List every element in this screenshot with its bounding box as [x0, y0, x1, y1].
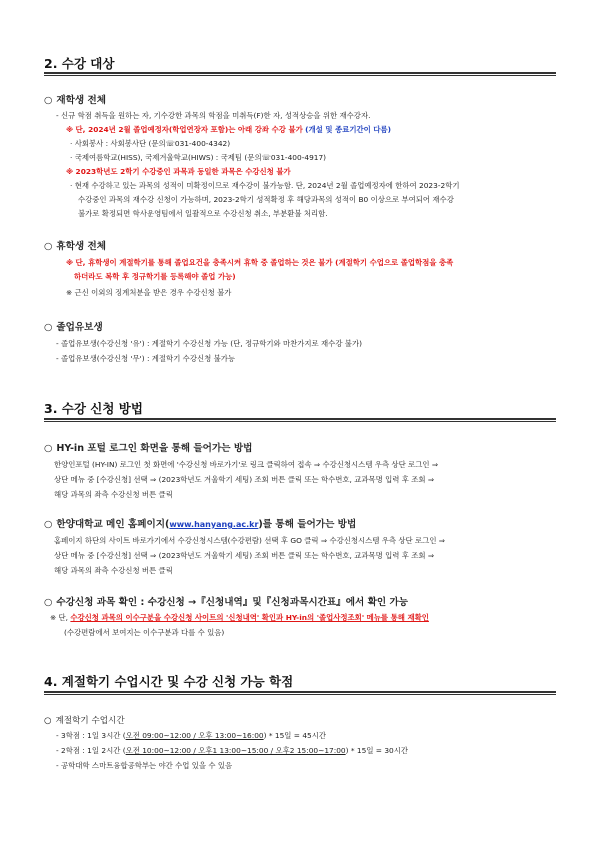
s3-confirm-notice: [50, 611, 429, 625]
s3-homepage-step-1: 홈페이지 하단의 사이트 바로가기에서 수강신청시스템(수강편람) 선택 후 GO 클릭 ⇒ 수강신청시스템 우측 상단 로그인 ⇒: [54, 536, 446, 545]
s2-leave-notice-1: [66, 256, 453, 270]
s2-resident-heading: [44, 94, 106, 108]
homepage-link[interactable]: www.hanyang.ac.kr: [169, 520, 259, 529]
notice-red: 2023학년도 2학기 수강중인 과목과 동일한 과목은 수강신청 불가: [75, 167, 291, 176]
circle-bullet-icon: ○: [44, 241, 53, 252]
s3-hyin-heading: [44, 442, 252, 456]
circle-bullet-icon: ○: [44, 597, 53, 608]
notice-red: 단, 2024년 2월 졸업예정자(학업연장자 포함)는 아래 강좌 수강 불가: [75, 125, 303, 134]
circle-bullet-icon: ○: [44, 322, 53, 333]
s2-social-service: · 사회봉사 : 사회봉사단 (문의☏031-400-4342): [70, 139, 231, 148]
notice-blue: (개설 및 종료기간이 다름): [305, 125, 391, 134]
s3-confirm-note: (수강편람에서 보여지는 이수구분과 다를 수 있음): [64, 628, 225, 637]
credit-total: ) * 15일 = 30시간: [345, 746, 409, 755]
time-slots: 오전 10:00~12:00 / 오후1 13:00~15:00 / 오후2 15:00~17:00: [125, 746, 346, 755]
heading-text: 계절학기 수업시간: [55, 716, 125, 726]
s3-hyin-step-2: 상단 메뉴 중 [수강신청] 선택 ⇒ (2023학년도 겨울학기 세팅) 조회 버튼 클릭 또는 학수번호, 교과목명 입력 후 조회 ⇒: [54, 475, 435, 484]
s2-resident-desc: - 신규 학점 취득을 원하는 자, 기수강한 과목의 학점을 미취득(F)한 자, 성적상승을 위한 재수강자.: [56, 111, 371, 120]
s3-hyin-step-3: 해당 과목의 좌측 수강신청 버튼 클릭: [54, 490, 173, 499]
section-2-rule: [44, 72, 556, 76]
s2-deferred-yes: - 졸업유보생(수강신청 '유') : 계절학기 수강신청 가능 (단, 정규학기와 마찬가지로 재수강 불가): [56, 339, 362, 348]
note-mark: ※ 단,: [50, 613, 69, 622]
heading-text: HY-in 포털 로그인 화면을 통해 들어가는 방법: [56, 443, 253, 454]
s4-time-heading: [44, 714, 125, 728]
heading-text: 수강신청 과목 확인 : 수강신청 →『신청내역』및『신청과목시간표』에서 확인 가능: [56, 597, 409, 608]
s4-2credit: [56, 744, 408, 758]
s2-leave-heading: [44, 240, 106, 254]
s2-deferred-no: - 졸업유보생(수강신청 '무') : 계절학기 수강신청 불가능: [56, 354, 236, 363]
s2-resident-notice: [66, 123, 391, 137]
notice-red: 수강신청 과목의 이수구분을 수강신청 사이트의 '신청내역' 확인과 HY-in의 '졸업사정조회' 메뉴를 통해 재확인: [70, 613, 429, 622]
credit-desc: - 3학점 : 1일 3시간 (: [56, 731, 126, 740]
circle-bullet-icon: ○: [44, 95, 53, 106]
s2-deferred-heading: [44, 321, 103, 335]
s3-confirm-heading: [44, 596, 408, 610]
notice-red: 단, 휴학생이 계절학기를 통해 졸업요건을 충족시켜 휴학 중 졸업하는 것은 불가 (계절학기 수업으로 졸업학점을 충족: [75, 258, 454, 267]
s3-homepage-heading: [44, 518, 356, 532]
heading-text: 졸업유보생: [56, 322, 103, 333]
s2-retake-line-2: 수강중인 과목의 재수강 신청이 가능하며, 2023-2학기 성적확정 후 해당과목의 성적이 B0 이상으로 부여되어 재수강: [78, 195, 454, 204]
s2-retake-line-1: · 현재 수강하고 있는 과목의 성적이 미확정이므로 재수강이 불가능함. 단, 2024년 2월 졸업예정자에 한하여 2023-2학기: [70, 181, 460, 190]
s3-hyin-step-1: 한양인포털 (HY-IN) 로그인 첫 화면에 '수강신청 바로가기'로 링크 클릭하여 접속 ⇒ 수강신청시스템 우측 상단 로그인 ⇒: [54, 460, 439, 469]
circle-bullet-icon: ○: [44, 443, 53, 454]
section-4-rule: [44, 691, 556, 695]
heading-text: 휴학생 전체: [56, 241, 107, 252]
section-4-title: 4. 계절학기 수업시간 및 수강 신청 가능 학점: [44, 674, 294, 689]
heading-text: 재학생 전체: [56, 95, 107, 106]
heading-text-end: )를 통해 들어가는 방법: [258, 519, 357, 530]
section-3-rule: [44, 418, 556, 422]
s4-night-class: - 공학대학 스마트융합공학부는 야간 수업 있을 수 있음: [56, 761, 233, 770]
credit-desc: - 2학점 : 1일 2시간 (: [56, 746, 126, 755]
time-slots: 오전 09:00~12:00 / 오후 13:00~16:00: [125, 731, 264, 740]
note-mark: ※: [66, 258, 74, 267]
heading-text: 한양대학교 메인 홈페이지(: [56, 519, 170, 530]
s2-intl-school: · 국제여름학교(HISS), 국제겨울학교(HIWS) : 국제팀 (문의☏031-400-4917): [70, 153, 327, 162]
circle-bullet-icon: ○: [44, 519, 53, 530]
s3-homepage-step-2: 상단 메뉴 중 [수강신청] 선택 ⇒ (2023학년도 겨울학기 세팅) 조회 버튼 클릭 또는 학수번호, 교과목명 입력 후 조회 ⇒: [54, 551, 435, 560]
s3-homepage-step-3: 해당 과목의 좌측 수강신청 버튼 클릭: [54, 566, 173, 575]
note-mark: ※: [66, 167, 74, 176]
s2-discipline-notice: ※ 근신 이외의 징계처분을 받은 경우 수강신청 불가: [66, 288, 232, 297]
section-2-title: 2. 수강 대상: [44, 56, 115, 71]
s2-retake-line-3: 불가로 확정되면 학사운영팀에서 일괄적으로 수강신청 취소, 부분환불 처리함.: [78, 209, 328, 218]
s4-3credit: [56, 729, 326, 743]
section-3-title: 3. 수강 신청 방법: [44, 401, 143, 416]
s2-leave-notice-2: 하더라도 복학 후 정규학기를 등록해야 졸업 가능): [74, 272, 236, 281]
s2-same-course-notice: [66, 165, 291, 179]
credit-total: ) * 15일 = 45시간: [263, 731, 327, 740]
note-mark: ※: [66, 125, 74, 134]
circle-bullet-icon: ○: [44, 716, 52, 726]
